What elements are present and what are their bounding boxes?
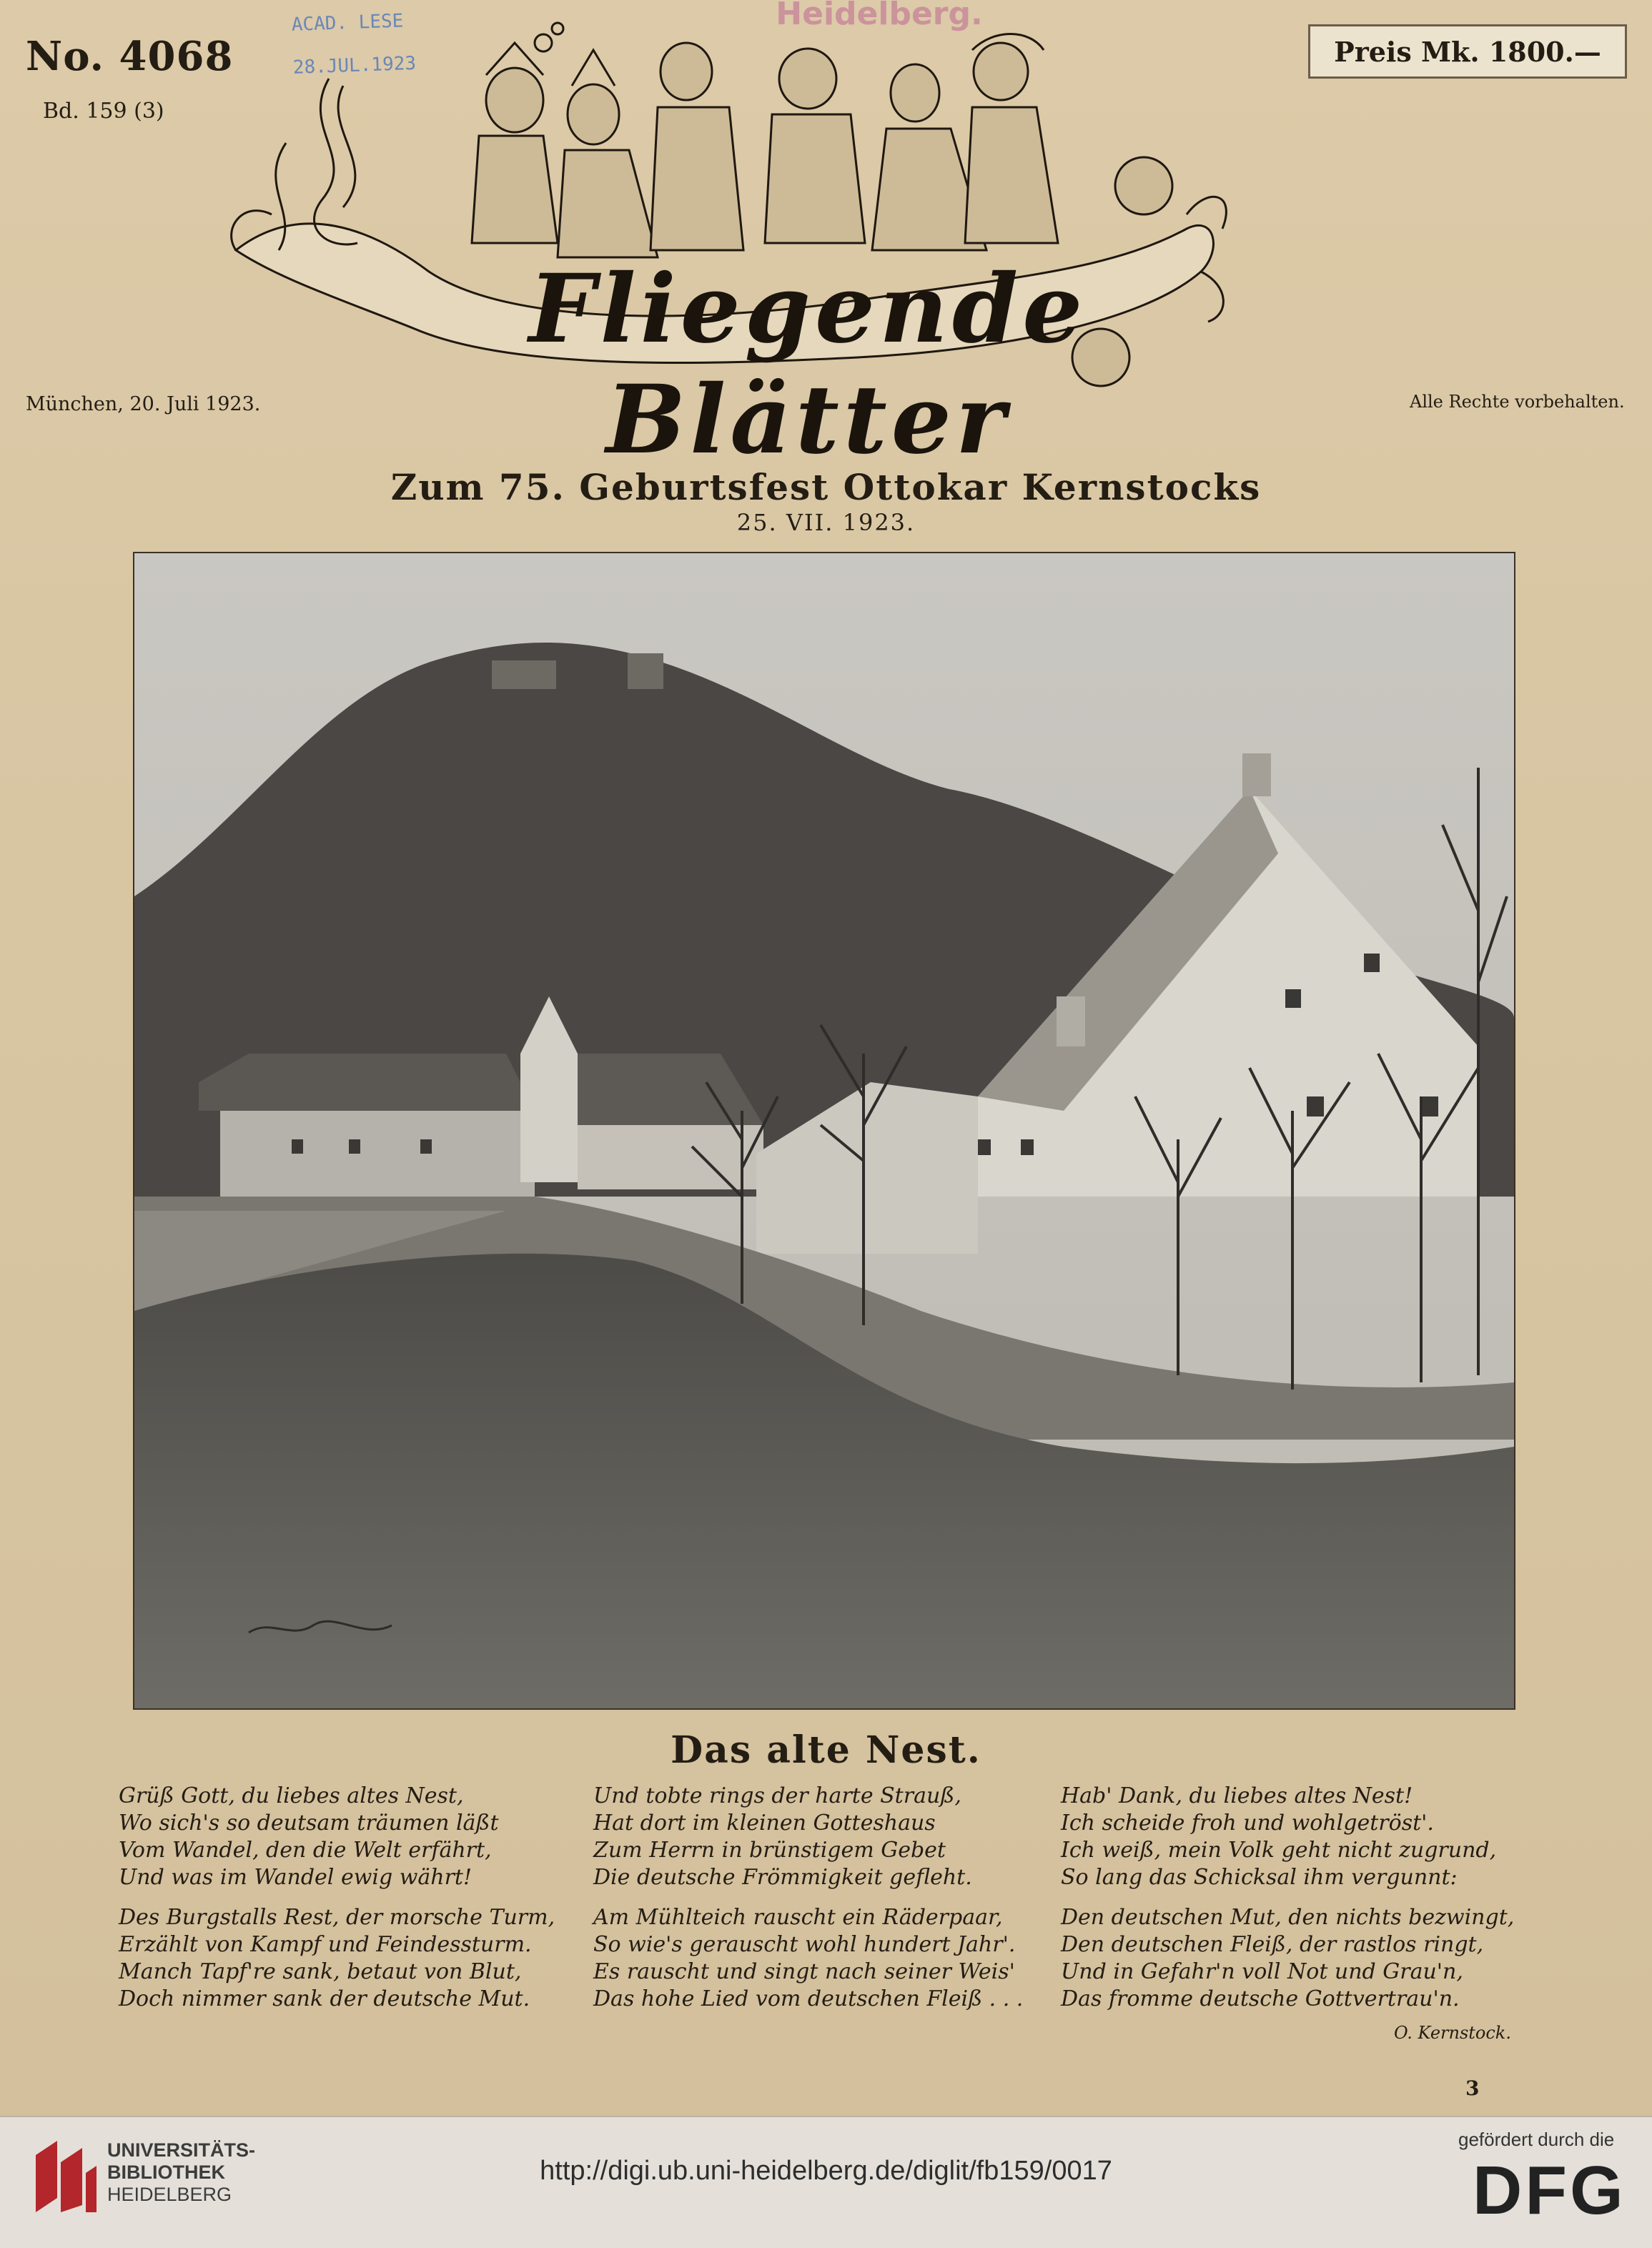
poem-stanza (119, 1783, 499, 1891)
permalink-url[interactable]: http://digi.ub.uni-heidelberg.de/diglit/fb159/0017 (540, 2156, 1112, 2186)
poem-line: Hab' Dank, du liebes altes Nest! (1061, 1783, 1413, 1808)
poem-line: Des Burgstalls Rest, der morsche Turm, (119, 1905, 555, 1930)
masthead-title: Fliegende Blätter (528, 254, 1087, 475)
poem-stanza (593, 1783, 972, 1891)
poem-line: Hat dort im kleinen Gotteshaus (593, 1811, 936, 1836)
painting-illustration (133, 552, 1515, 1710)
feature-date: 25. VII. 1923. (736, 509, 916, 536)
poem-line: Ich scheide froh und wohlgetröst'. (1061, 1811, 1434, 1836)
poem-stanza (1061, 1904, 1514, 2013)
poem-line: Und was im Wandel ewig währt! (119, 1865, 473, 1890)
poem-line: Manch Tapf're sank, betaut von Blut, (119, 1959, 522, 1984)
poem-line: Den deutschen Mut, den nichts bezwingt, (1061, 1905, 1515, 1930)
poem-title: Das alte Nest. (671, 1728, 981, 1772)
dfg-logo: DFG (1473, 2152, 1626, 2229)
issue-number: No. 4068 (26, 33, 234, 80)
stamp-date: 28.JUL.1923 (292, 52, 417, 79)
poem-line: Den deutschen Fleiß, der rastlos ringt, (1061, 1932, 1484, 1957)
sponsor-label: gefördert durch die (1458, 2129, 1615, 2150)
poem-line: Die deutsche Frömmigkeit gefleht. (593, 1865, 972, 1890)
poem-stanza (119, 1904, 555, 2013)
library-name-line: UNIVERSITÄTS- (107, 2139, 256, 2161)
poem-line: Grüß Gott, du liebes altes Nest, (119, 1783, 464, 1808)
poem-stanza (1061, 1783, 1496, 1891)
library-name-line: HEIDELBERG (107, 2184, 232, 2205)
feature-headline: Zum 75. Geburtsfest Ottokar Kernstocks (390, 466, 1262, 508)
dateline: München, 20. Juli 1923. (26, 393, 261, 415)
poem-line: So wie's gerauscht wohl hundert Jahr'. (593, 1932, 1016, 1957)
poem-line: Es rauscht und singt nach seiner Weis' (593, 1959, 1015, 1984)
poem-line: Wo sich's so deutsam träumen läßt (119, 1811, 499, 1836)
poem-line: Zum Herrn in brünstigem Gebet (593, 1838, 946, 1863)
volume-label: Bd. 159 (3) (43, 99, 164, 124)
rights-notice: Alle Rechte vorbehalten. (1410, 392, 1625, 412)
library-name-stamp: Heidelberg. (776, 0, 983, 32)
poem-line: So lang das Schicksal ihm vergunnt: (1061, 1865, 1458, 1890)
poem-line: Und tobte rings der harte Strauß, (593, 1783, 961, 1808)
poem-line: Und in Gefahr'n voll Not und Grau'n, (1061, 1959, 1463, 1984)
poem-line: Vom Wandel, den die Welt erfährt, (119, 1838, 492, 1863)
poem-line: Das fromme deutsche Gottvertrau'n. (1061, 1986, 1460, 2011)
poem-line: Doch nimmer sank der deutsche Mut. (119, 1986, 530, 2011)
page-number: 3 (1465, 2076, 1480, 2100)
poem-line: Erzählt von Kampf und Feindessturm. (119, 1932, 532, 1957)
library-name-line: BIBLIOTHEK (107, 2162, 225, 2183)
poem-stanza (593, 1904, 1023, 2013)
poem-line: Das hohe Lied vom deutschen Fleiß . . . (593, 1986, 1024, 2011)
poem-signature: O. Kernstock. (1394, 2023, 1511, 2043)
poem-line: Ich weiß, mein Volk geht nicht zugrund, (1061, 1838, 1497, 1863)
poem-line: Am Mühlteich rauscht ein Räderpaar, (593, 1905, 1003, 1930)
stamp-line: ACAD. LESE (291, 10, 404, 36)
price-label: Preis Mk. 1800.— (1308, 24, 1627, 79)
